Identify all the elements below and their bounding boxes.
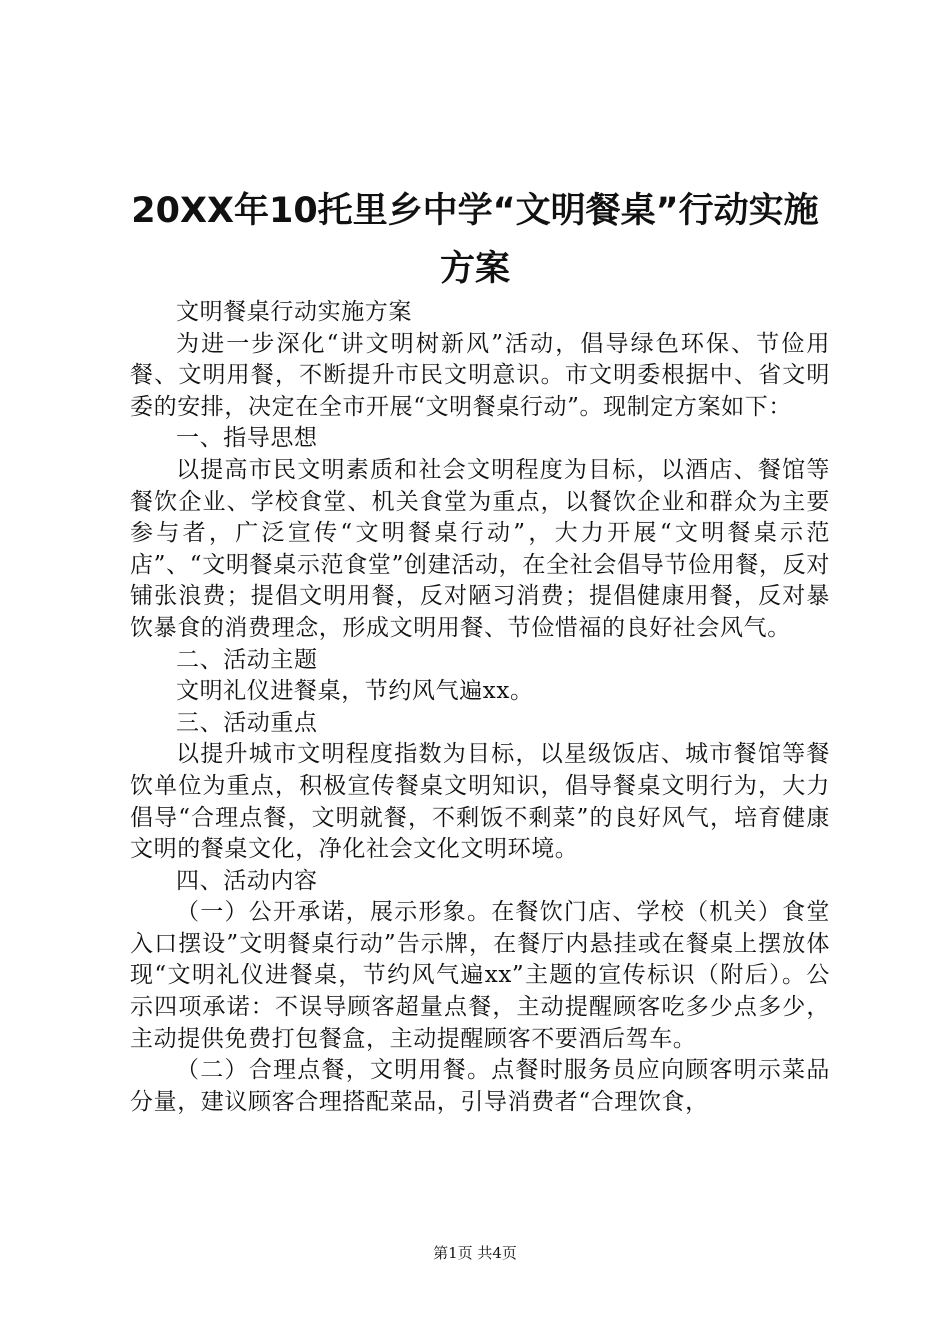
page-footer: 第1页 共4页 xyxy=(433,1244,517,1262)
section-heading-focus: 三、活动重点 xyxy=(176,709,318,736)
title-line-2: 方案 xyxy=(439,249,510,289)
paragraph-guiding-ideas: 以提高市民文明素质和社会文明程度为目标，以酒店、餐馆等餐饮企业、学校食堂、机关食堂为重点，以餐饮企业和群众为主要参与者，广泛宣传“文明餐桌行动”，大力开展“文明餐桌示范店”、“文明餐桌示范食堂”创建活动，在全社会倡导节俭用餐，反对铺张浪费；提倡文明用餐，反对陋习消费；提倡健康用餐，反对暴饮暴食的消费理念，形成文明用餐、节俭惜福的良好社会风气。 xyxy=(130,456,830,641)
title-line-1: 20XX年10托里乡中学“文明餐桌”行动实施 xyxy=(131,191,819,231)
paragraph-intro: 为进一步深化“讲文明树新风”活动，倡导绿色环保、节俭用餐、文明用餐，不断提升市民文明意识。市文明委根据中、省文明委的安排，决定在全市开展“文明餐桌行动”。现制定方案如下： xyxy=(130,330,830,420)
document-title xyxy=(0,182,950,298)
paragraph-subtitle: 文明餐桌行动实施方案 xyxy=(176,299,412,325)
paragraph-theme: 文明礼仪进餐桌，节约风气遍xx。 xyxy=(176,678,534,705)
paragraph-content-2: （二）合理点餐，文明用餐。点餐时服务员应向顾客明示菜品分量，建议顾客合理搭配菜品，引导消费者“合理饮食， xyxy=(130,1057,830,1115)
section-heading-content: 四、活动内容 xyxy=(176,867,318,894)
paragraph-content-1: （一）公开承诺，展示形象。在餐饮门店、学校（机关）食堂入口摆设”文明餐桌行动”告示牌，在餐厅内悬挂或在餐桌上摆放体现“文明礼仪进餐桌，节约风气遍xx”主题的宣传标识（附后）。公示四项承诺：不误导顾客超量点餐，主动提醒顾客吃多少点多少，主动提供免费打包餐盒，主动提醒顾客不要酒后驾车。 xyxy=(130,899,830,1052)
section-heading-theme: 二、活动主题 xyxy=(176,646,318,673)
document-body xyxy=(130,297,830,1118)
paragraph-focus: 以提升城市文明程度指数为目标，以星级饭店、城市餐馆等餐饮单位为重点，积极宣传餐桌文明知识，倡导餐桌文明行为，大力倡导“合理点餐，文明就餐，不剩饭不剩菜”的良好风气，培育健康文明的餐桌文化，净化社会文化文明环境。 xyxy=(130,741,830,863)
section-heading-guiding-ideas: 一、指导思想 xyxy=(176,425,318,452)
